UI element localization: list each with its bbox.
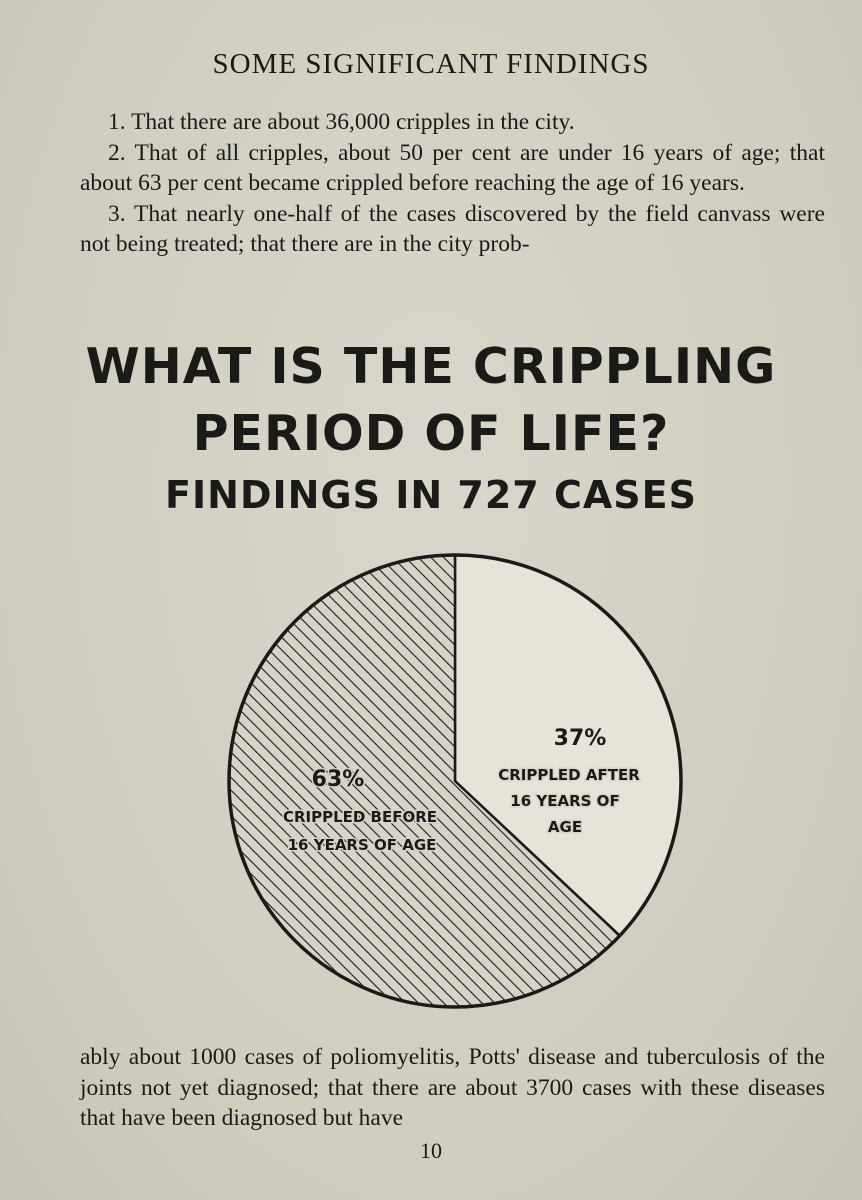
pie-label-after-line-1: CRIPPLED AFTER <box>498 766 640 784</box>
finding-paragraph-1: 1. That there are about 36,000 cripples in the city. <box>108 109 575 135</box>
page-number: 10 <box>420 1138 442 1163</box>
pie-label-after-line-3: AGE <box>547 818 583 836</box>
pie-label-after-line-2: 16 YEARS OF <box>510 792 620 810</box>
finding-paragraph-3: 3. That nearly one-half of the cases discovered by the field canvass were not being treated; that there are in the city prob- <box>80 200 825 257</box>
bottom-findings-text <box>80 1042 825 1134</box>
pie-label-before-line-2: 16 YEARS OF AGE <box>287 836 437 854</box>
chart-title-line-1: WHAT IS THE CRIPPLING <box>85 338 777 395</box>
pie-label-before-percent: 63% <box>311 767 365 792</box>
chart-title-line-2: PERIOD OF LIFE? <box>192 405 670 462</box>
page-heading: SOME SIGNIFICANT FINDINGS <box>212 48 650 80</box>
finding-paragraph-2: 2. That of all cripples, about 50 per cent are under 16 years of age; that about 63 per cent became crippled before reaching the age of 16 years. <box>80 139 825 196</box>
pie-label-before-line-1: CRIPPLED BEFORE <box>282 808 438 826</box>
continued-paragraph: ably about 1000 cases of poliomyelitis, Potts' disease and tuberculosis of the joints not yet diagnosed; that there are about 3700 cases with these diseases that have been diagnosed but have <box>80 1044 825 1131</box>
chart-subtitle: FINDINGS IN 727 CASES <box>165 473 697 517</box>
pie-label-after-percent: 37% <box>553 726 607 751</box>
